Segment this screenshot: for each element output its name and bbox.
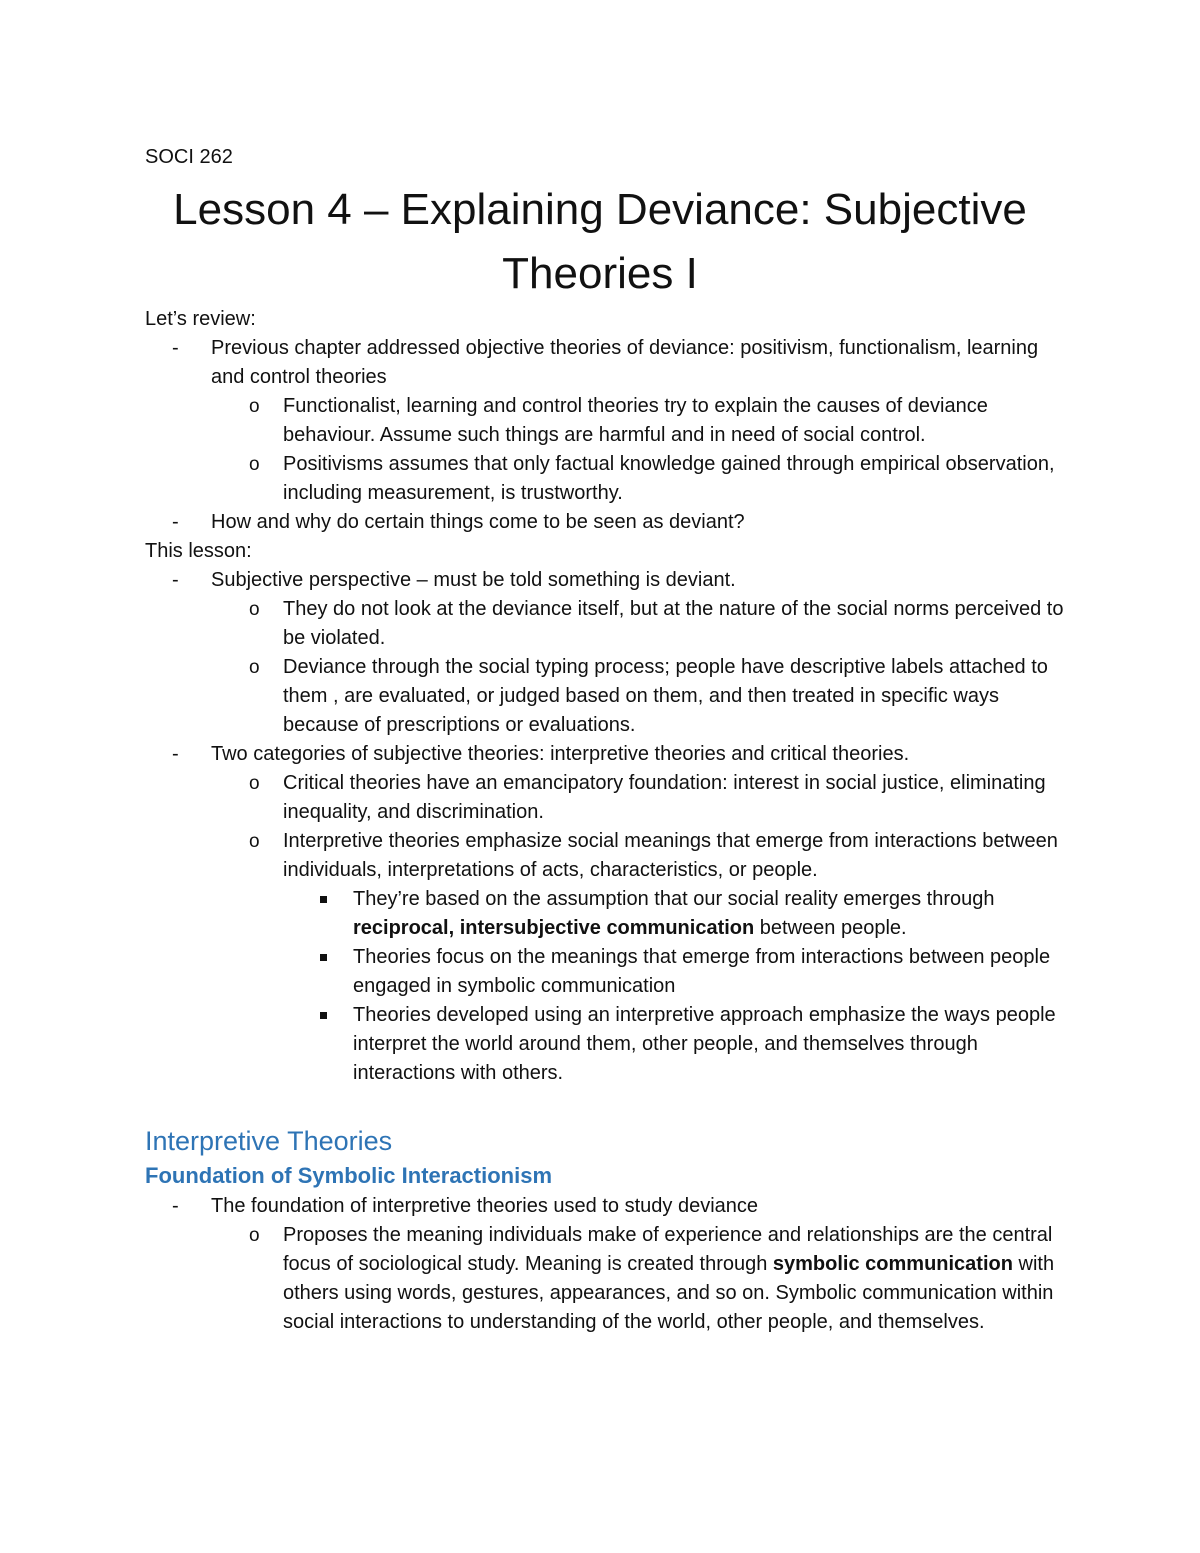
dash-marker: - [172,1195,179,1217]
list-item [145,885,1065,943]
list-item [145,450,1065,508]
list-item [145,653,1065,740]
list-item [145,334,1065,392]
circle-marker: o [249,1225,260,1246]
dash-marker: - [172,337,179,359]
title-line-2: Theories I [502,249,698,298]
list-item [145,392,1065,450]
list-item [145,769,1065,827]
list-item-text: How and why do certain things come to be seen as deviant? [211,511,745,533]
list-item-text-pre: They’re based on the assumption that our social reality emerges through [353,888,995,910]
list-item-text: Two categories of subjective theories: interpretive theories and critical theories. [211,743,910,765]
list-item [145,595,1065,653]
circle-marker: o [249,831,260,852]
list-item-text-post: between people. [754,917,907,939]
document-body [145,305,1065,1337]
lesson-label: This lesson: [145,540,252,562]
circle-marker: o [249,454,260,475]
title-line-1: Lesson 4 – Explaining Deviance: Subjective [173,185,1027,234]
page-title [120,178,1080,306]
list-item-text: Theories developed using an interpretive approach emphasize the ways people interpret the world around them, other people, and themselves through interactions with others. [353,1004,1056,1084]
circle-marker: o [249,599,260,620]
list-item [145,566,1065,595]
review-list [145,334,1065,537]
circle-marker: o [249,773,260,794]
list-item-text: Positivisms assumes that only factual knowledge gained through empirical observation, including measurement, is trustworthy. [283,453,1055,504]
dash-marker: - [172,743,179,765]
circle-marker: o [249,396,260,417]
foundation-list [145,1192,1065,1337]
list-item [145,943,1065,1001]
list-item [145,1221,1065,1337]
list-item-text: They do not look at the deviance itself, but at the nature of the social norms perceived to be violated. [283,598,1064,649]
list-item [145,1001,1065,1088]
list-item-text-bold: reciprocal, intersubjective communication [353,917,755,939]
dash-marker: - [172,569,179,591]
lesson-list [145,566,1065,1088]
list-item [145,508,1065,537]
subsection-heading: Foundation of Symbolic Interactionism [145,1163,553,1188]
course-code: SOCI 262 [145,146,233,168]
list-item-text-post: with others using words, gestures, appearances, and so on. Symbolic communication within social interactions to understanding of the world, other people, and themselves. [283,1253,1055,1333]
list-item-text: Theories focus on the meanings that emerge from interactions between people engaged in symbolic communication [353,946,1051,997]
section-heading: Interpretive Theories [145,1126,393,1156]
list-item-text: Previous chapter addressed objective theories of deviance: positivism, functionalism, learning and control theories [211,337,1039,388]
square-bullet-icon [320,954,327,961]
list-item-text-bold: symbolic communication [772,1253,1013,1275]
list-item-text-pre: Proposes the meaning individuals make of experience and relationships are the central focus of sociological study. Meaning is created through [283,1224,1053,1275]
list-item-text: The foundation of interpretive theories used to study deviance [211,1195,759,1217]
square-bullet-icon [320,1012,327,1019]
list-item [145,1192,1065,1221]
circle-marker: o [249,657,260,678]
list-item [145,827,1065,885]
list-item-text: Interpretive theories emphasize social meanings that emerge from interactions between individuals, interpretations of acts, characteristics, or people. [283,830,1058,881]
square-bullet-icon [320,896,327,903]
list-item-text: Functionalist, learning and control theories try to explain the causes of deviance behaviour. Assume such things are harmful and in need of social control. [283,395,988,446]
dash-marker: - [172,511,179,533]
review-label: Let’s review: [145,308,256,330]
list-item-text: Critical theories have an emancipatory foundation: interest in social justice, eliminating inequality, and discrimination. [283,772,1046,823]
list-item-text: Deviance through the social typing process; people have descriptive labels attached to them , are evaluated, or judged based on them, and then treated in specific ways because of prescriptions or evaluations. [283,656,1048,736]
list-item-text: Subjective perspective – must be told something is deviant. [211,569,736,591]
list-item [145,740,1065,769]
